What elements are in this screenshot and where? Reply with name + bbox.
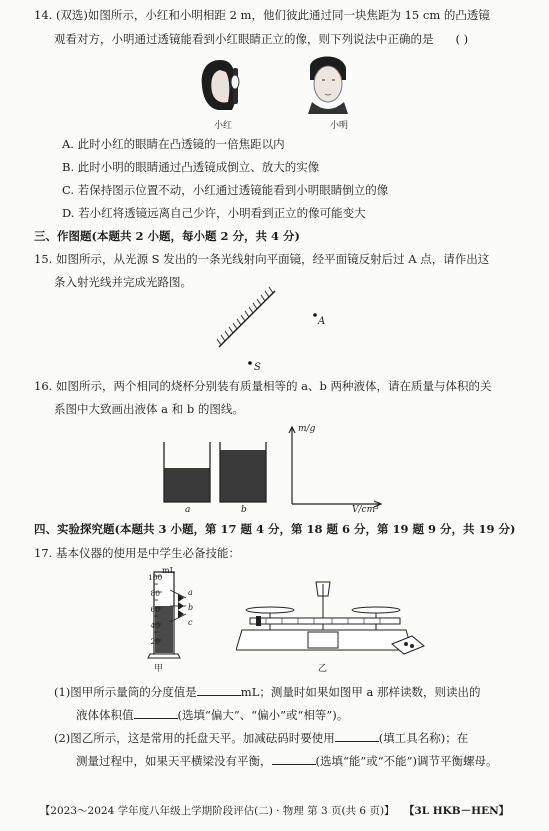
footer-info: 【2023～2024 学年度八年级上学期阶段评估(二) · 物理 第 3 页(共 6 页)】 [39, 805, 395, 817]
q17-part2-text-b: (填工具名称)；在 [378, 731, 469, 745]
q17-part2-line1 [54, 730, 468, 746]
cylinder-unit: mL [162, 566, 175, 575]
q17-part2-text-c: 测量过程中，如果天平横梁没有平衡， [76, 754, 272, 768]
y-axis-label: m/g [298, 424, 316, 434]
q16-line1: 16. 如图所示，两个相同的烧杯分别装有质量相等的 a、b 两种液体，请在质量与体积的关 [34, 379, 492, 393]
tick-20: 20 [150, 637, 160, 646]
mirror-hatching [217, 287, 273, 345]
tick-100: 100 [148, 573, 163, 582]
beaker-a-label: a [185, 505, 191, 515]
caption-yi: 乙 [318, 664, 328, 674]
answer-blank-2[interactable] [134, 708, 178, 719]
xiaoming-figure [308, 57, 348, 115]
q17-part1-text-a: (1)图甲所示量筒的分度值是 [54, 685, 197, 699]
eye-a-label: a [188, 588, 193, 597]
q17-part2-text-d: (选填“能”或“不能”)调节平衡螺母。 [315, 754, 498, 768]
plane-mirror [219, 291, 275, 347]
section-4-heading: 四、实验探究题(本题共 3 小题，第 17 题 4 分，第 18 题 6 分，第 19 题 9 分，共 19 分) [34, 522, 516, 536]
beaker-a [164, 442, 210, 502]
tick-40: 40 [150, 621, 160, 630]
q17-part1-line2 [76, 707, 348, 723]
q14-option-b: B. 此时小明的眼睛通过凸透镜成倒立、放大的实像 [62, 160, 320, 174]
x-axis-label: V/cm³ [352, 505, 379, 515]
answer-blank-4[interactable] [272, 754, 316, 765]
caption-xiaohong: 小红 [214, 121, 233, 131]
q14-option-d: D. 若小红将透镜远离自己少许，小明看到正立的像可能变大 [62, 206, 366, 220]
q17-part1-text-c: 液体体积值 [76, 708, 134, 722]
beaker-b-label: b [241, 505, 247, 515]
q17-part1-text-d: (选填“偏大”、“偏小”或“相等”)。 [177, 708, 349, 722]
point-a-dot [313, 313, 317, 317]
xiaohong-figure [202, 60, 239, 110]
q14-option-c: C. 若保持图示位置不动，小红通过透镜能看到小明眼睛倒立的像 [62, 183, 389, 197]
q16-line2: 系图中大致画出液体 a 和 b 的图线。 [54, 402, 244, 416]
page-footer [0, 803, 549, 818]
eye-icon [178, 594, 184, 618]
point-a-label: A [318, 316, 326, 327]
q16-mass-volume-axes [284, 424, 388, 510]
tick-80: 80 [150, 589, 160, 598]
q14-line1: 14. (双选)如图所示，小红和小明相距 2 m，他们彼此通过同一块焦距为 15 cm 的凸透镜 [34, 8, 490, 22]
q14-line2-text: 观看对方，小明通过透镜能看到小红眼睛正立的像，则下列说法中正确的是 [54, 32, 434, 46]
eye-c-label: c [188, 618, 193, 627]
q15-line1: 15. 如图所示，从光源 S 发出的一条光线射向平面镜，经平面镜反射后过 A 点，请作出这 [34, 252, 490, 266]
balance-base [236, 630, 412, 650]
eye-b-label: b [188, 603, 194, 612]
answer-blank-3[interactable] [335, 731, 379, 742]
q17-part1-text-b: mL；测量时如果如图甲 a 那样读数，则读出的 [240, 685, 481, 699]
tray-balance [236, 574, 426, 664]
answer-blank-1[interactable] [197, 685, 241, 696]
q15-line2: 条入射光线并完成光路图。 [54, 275, 192, 289]
answer-paren: ( ) [455, 32, 469, 46]
section-3-heading: 三、作图题(本题共 2 小题，每小题 2 分，共 4 分) [34, 229, 300, 243]
q14-line2 [54, 31, 468, 47]
caption-jia: 甲 [154, 664, 164, 674]
q17-part2-line2 [76, 753, 498, 769]
q14-option-a: A. 此时小红的眼睛在凸透镜的一倍焦距以内 [62, 137, 285, 151]
q17-part1-line1 [54, 684, 481, 700]
cylinder-ticks [148, 570, 163, 650]
balance-beam [250, 616, 400, 626]
q16-beakers [160, 440, 280, 506]
beaker-b [220, 442, 266, 502]
q17-part2-text-a: (2)图乙所示，这是常用的托盘天平。加减砝码时要使用 [54, 731, 335, 745]
point-s-dot [248, 361, 252, 365]
tick-60: 60 [150, 605, 160, 614]
q15-mirror-figure [205, 283, 345, 373]
rider-icon [256, 616, 261, 626]
point-s-label: S [254, 362, 261, 373]
q14-figure-people [190, 52, 370, 114]
footer-code: 【3L HKB－HEN】 [403, 805, 510, 817]
caption-xiaoming: 小明 [330, 121, 349, 131]
q17-intro: 17. 基本仪器的使用是中学生必备技能： [34, 546, 240, 560]
